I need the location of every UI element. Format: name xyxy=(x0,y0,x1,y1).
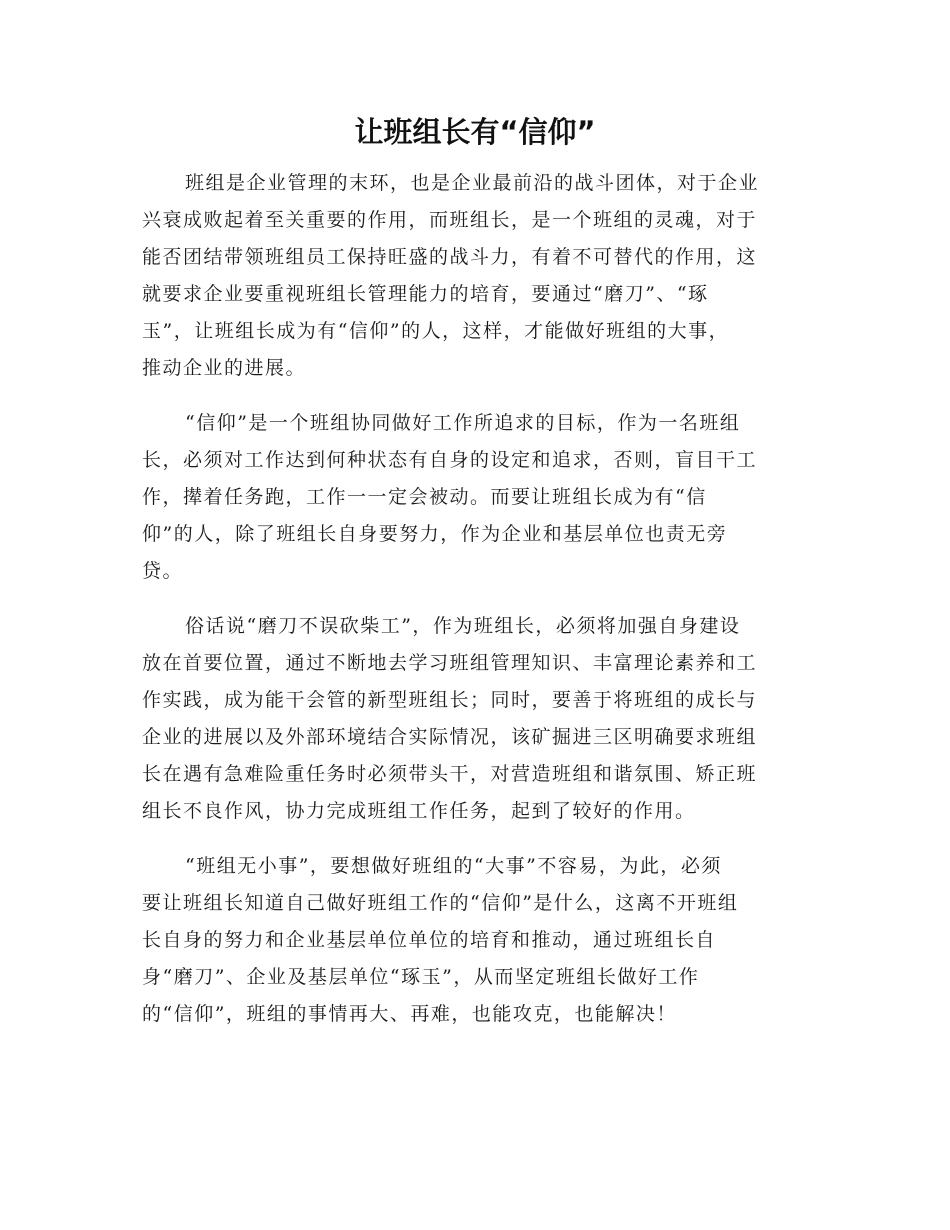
paragraph-line: 推动企业的进展。 xyxy=(142,357,307,379)
paragraph-line: 长自身的努力和企业基层单位单位的培育和推动，通过班组长自 xyxy=(142,929,717,951)
paragraph-line: “信仰”是一个班组协同做好工作所追求的目标，作为一名班组 xyxy=(185,412,741,434)
paragraph-line: 组长不良作风，协力完成班组工作任务，起到了较好的作用。 xyxy=(142,800,696,822)
paragraph-line: 能否团结带领班组员工保持旺盛的战斗力，有着不可替代的作用，这 xyxy=(142,246,758,268)
paragraph-line: 要让班组长知道自己做好班组工作的“信仰”是什么，这离不开班组 xyxy=(142,892,739,914)
paragraph-line: 兴衰成败起着至关重要的作用，而班组长，是一个班组的灵魂，对于 xyxy=(142,209,758,231)
paragraph-3 xyxy=(142,608,802,830)
paragraph-line: 班组是企业管理的末环，也是企业最前沿的战斗团体，对于企业 xyxy=(185,172,760,194)
paragraph-line: 的“信仰”，班组的事情再大、再难，也能攻克，也能解决！ xyxy=(142,1003,677,1025)
paragraph-line: 长在遇有急难险重任务时必须带头干，对营造班组和谐氛围、矫正班 xyxy=(142,763,758,785)
paragraph-line: 仰”的人，除了班组长自身要努力，作为企业和基层单位也责无旁 xyxy=(142,523,728,545)
paragraph-line: 玉”，让班组长成为有“信仰”的人，这样，才能做好班组的大事， xyxy=(142,320,730,342)
document-body xyxy=(142,165,802,1051)
paragraph-4 xyxy=(142,848,802,1033)
document-title: 让班组长有“信仰” xyxy=(354,115,596,149)
paragraph-line: 作，撵着任务跑，工作一一定会被动。而要让班组长成为有“信 xyxy=(142,486,707,508)
paragraph-line: 作实践，成为能干会管的新型班组长；同时，要善于将班组的成长与 xyxy=(142,689,758,711)
paragraph-line: 企业的进展以及外部环境结合实际情况，该矿掘进三区明确要求班组 xyxy=(142,726,758,748)
paragraph-2 xyxy=(142,405,802,590)
paragraph-1 xyxy=(142,165,802,387)
paragraph-line: 身“磨刀”、企业及基层单位“琢玉”，从而坚定班组长做好工作 xyxy=(142,966,700,988)
paragraph-line: 俗话说“磨刀不误砍柴工”，作为班组长，必须将加强自身建设 xyxy=(185,615,741,637)
paragraph-line: 贷。 xyxy=(142,560,184,582)
paragraph-line: 放在首要位置，通过不断地去学习班组管理知识、丰富理论素养和工 xyxy=(142,652,758,674)
paragraph-line: 长，必须对工作达到何种状态有自身的设定和追求，否则，盲目干工 xyxy=(142,449,758,471)
paragraph-line: 就要求企业要重视班组长管理能力的培育，要通过“磨刀”、“琢 xyxy=(142,283,709,305)
paragraph-line: “班组无小事”，要想做好班组的“大事”不容易，为此，必须 xyxy=(185,855,722,877)
